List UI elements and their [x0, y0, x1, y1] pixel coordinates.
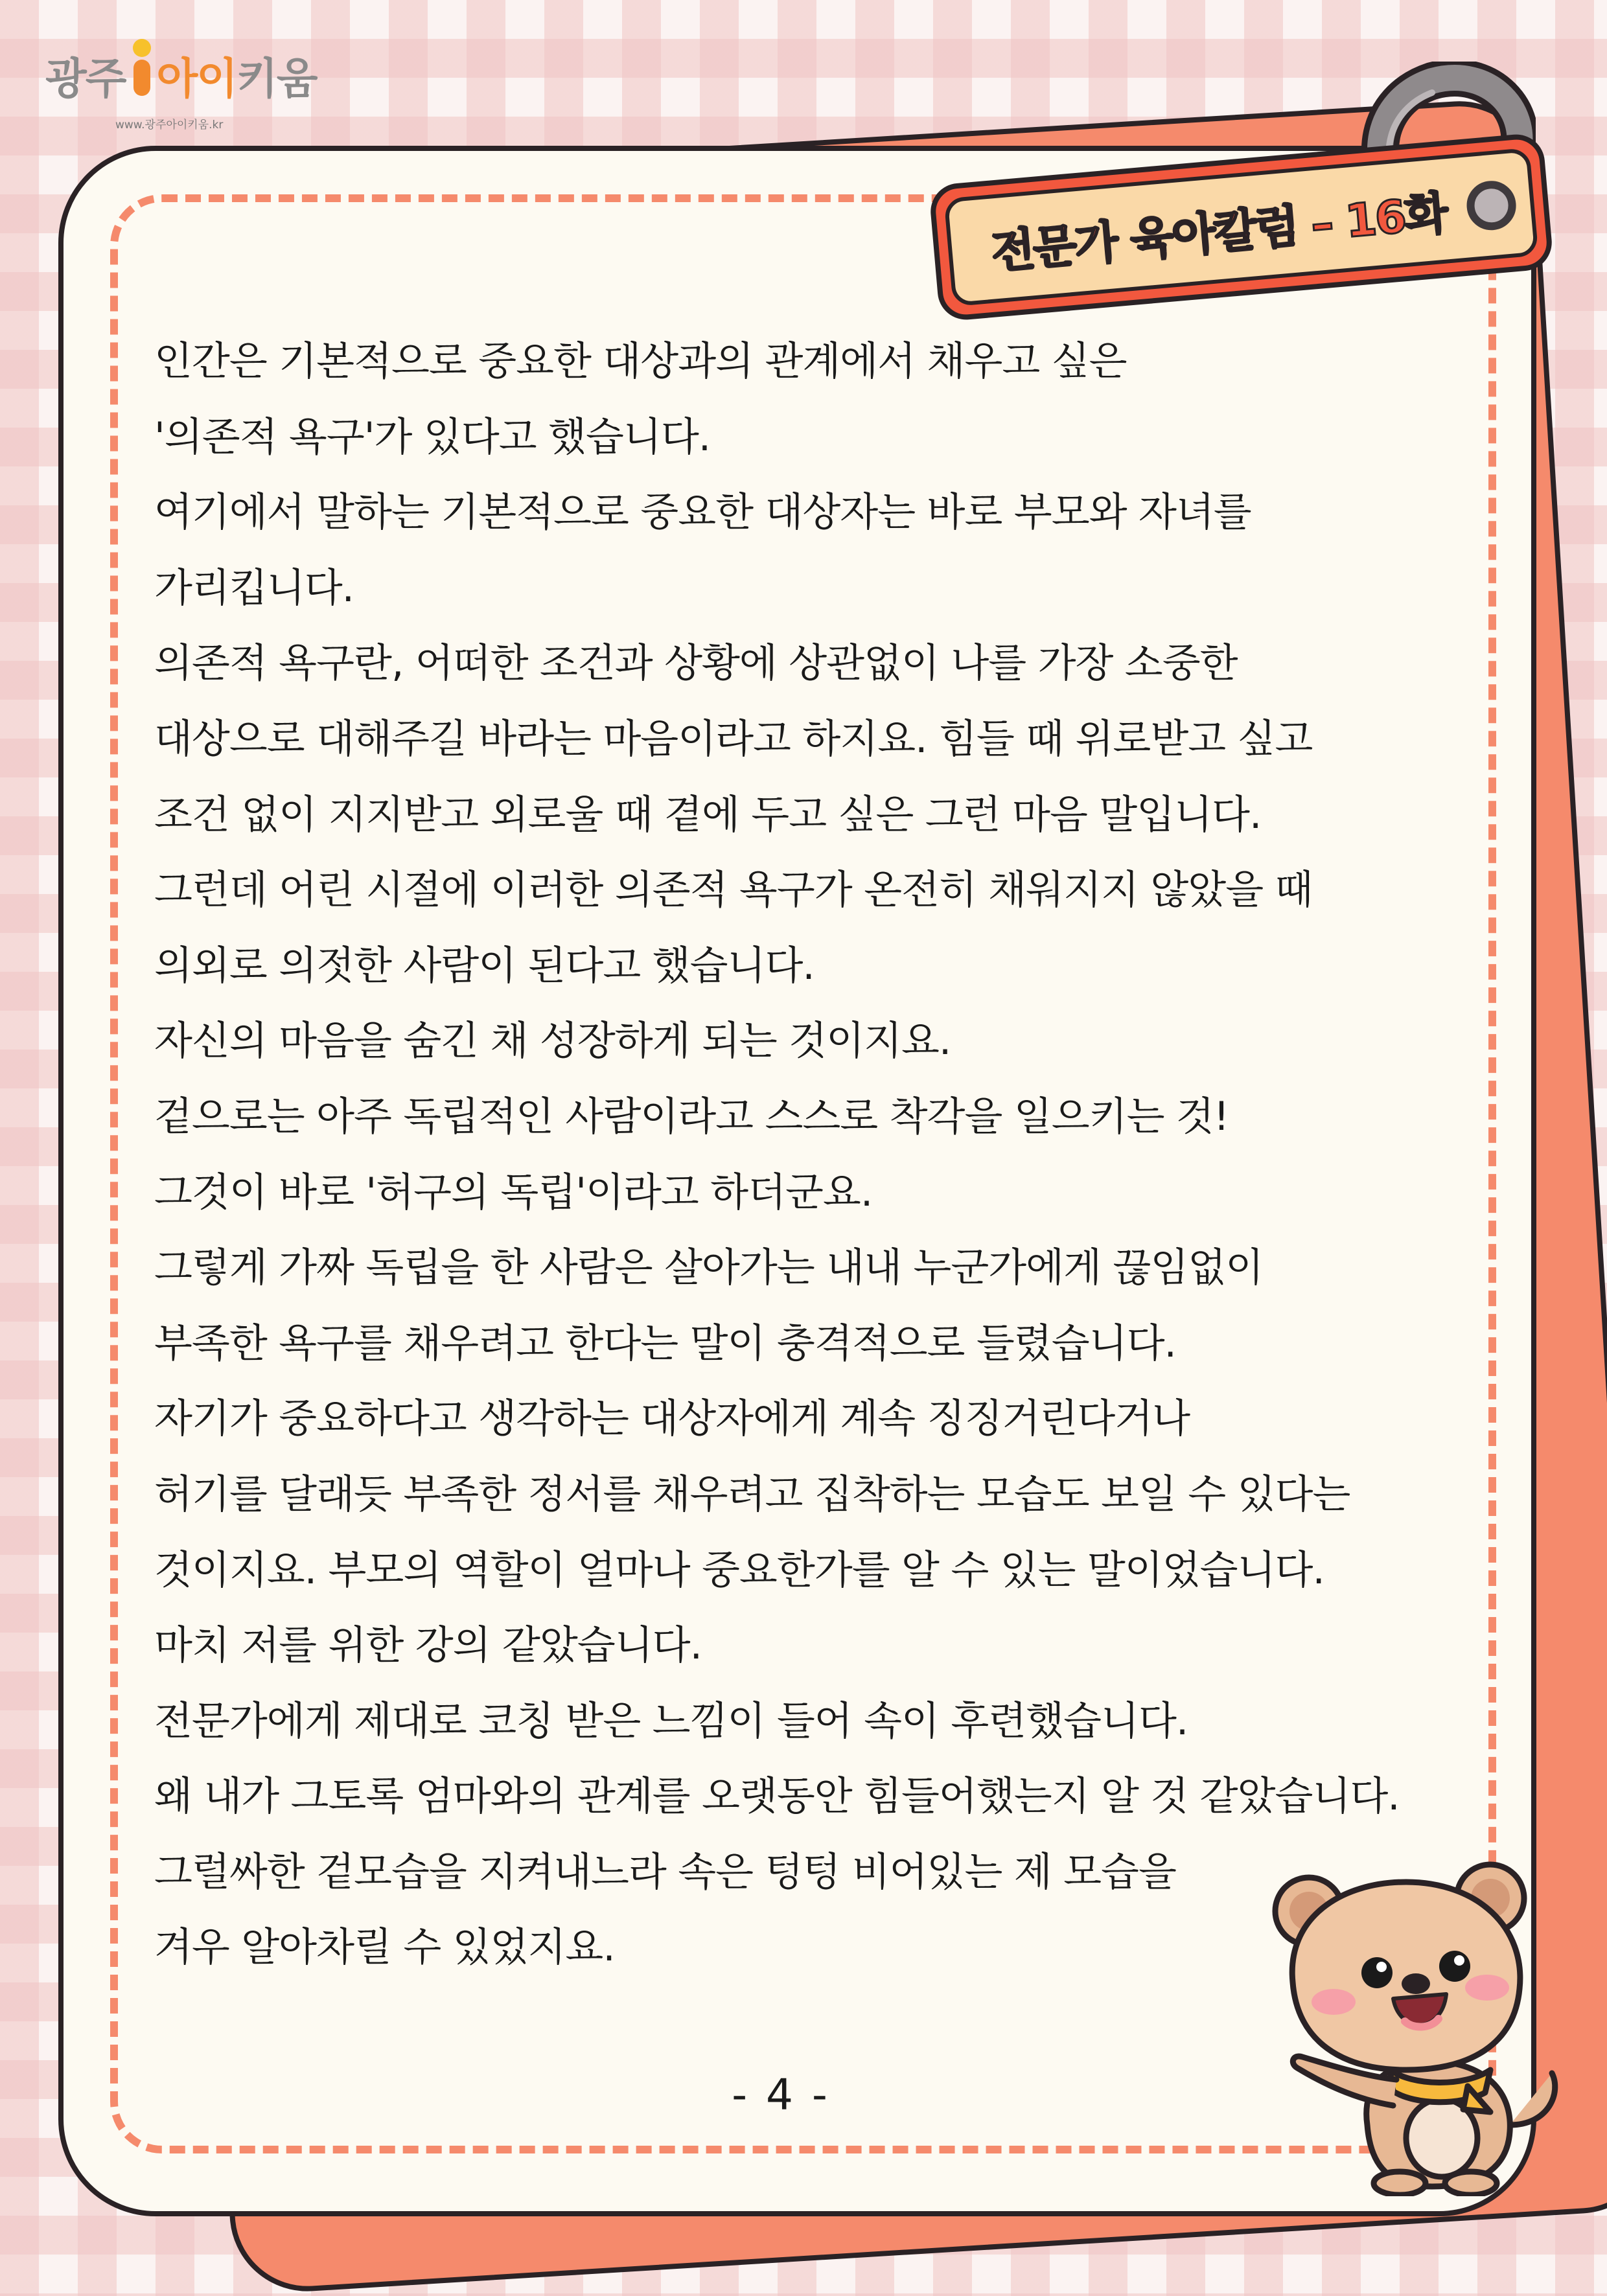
brand-logo [45, 18, 330, 135]
body-line: 것이지요. 부모의 역할이 얼마나 중요한가를 알 수 있는 말이었습니다. [154, 1546, 1324, 1593]
body-line: 그것이 바로 '허구의 독립'이라고 하더군요. [154, 1169, 873, 1215]
logo-wordmark [45, 44, 317, 106]
body-line: 마치 저를 위한 강의 같았습니다. [154, 1622, 702, 1669]
body-line: 자신의 마음을 숨긴 채 성장하게 되는 것이지요. [154, 1018, 951, 1064]
logo-i-mark-icon [131, 56, 153, 96]
body-line: 조건 없이 지지받고 외로울 때 곁에 두고 싶은 그런 마음 말입니다. [154, 791, 1262, 838]
body-line: 자기가 중요하다고 생각하는 대상자에게 계속 징징거린다거나 [154, 1395, 1190, 1442]
body-line: 의외로 의젓한 사람이 된다고 했습니다. [154, 942, 815, 989]
body-line: 인간은 기본적으로 중요한 대상과의 관계에서 채우고 싶은 [154, 338, 1127, 384]
logo-url: www.광주아이키움.kr [115, 119, 224, 132]
body-line: 그런데 어린 시절에 이러한 의존적 욕구가 온전히 채워지지 않았을 때 [154, 867, 1313, 913]
body-line: 의존적 욕구란, 어떠한 조건과 상황에 상관없이 나를 가장 소중한 [154, 640, 1238, 687]
body-line: 허기를 달래듯 부족한 정서를 채우려고 집착하는 모습도 보일 수 있다는 [154, 1471, 1350, 1517]
body-line: 겨우 알아차릴 수 있었지요. [154, 1924, 615, 1971]
column-title: 전문가 육아칼럼 – 16화 [989, 186, 1449, 279]
body-line: 전문가에게 제대로 코칭 받은 느낌이 들어 속이 후련했습니다. [154, 1697, 1188, 1744]
body-line: 왜 내가 그토록 엄마와의 관계를 오랫동안 힘들어했는지 알 것 같았습니다. [154, 1773, 1400, 1820]
page-number: - 4 - [732, 2070, 830, 2120]
body-line: 부족한 욕구를 채우려고 한다는 말이 충격적으로 들렸습니다. [154, 1320, 1176, 1366]
body-line: 가리킵니다. [154, 564, 354, 611]
logo-text-gwangju: 광주 [45, 54, 126, 104]
body-line: '의존적 욕구'가 있다고 했습니다. [154, 413, 711, 460]
body-line: 그럴싸한 겉모습을 지켜내느라 속은 텅텅 비어있는 제 모습을 [154, 1848, 1176, 1895]
logo-text-kium: 키움 [237, 54, 317, 104]
logo-text-ai: 아이 [156, 54, 237, 104]
body-line: 대상으로 대해주길 바라는 마음이라고 하지요. 힘들 때 위로받고 싶고 [154, 715, 1313, 762]
body-line: 겉으로는 아주 독립적인 사람이라고 스스로 착각을 일으키는 것! [154, 1093, 1229, 1140]
body-line: 여기에서 말하는 기본적으로 중요한 대상자는 바로 부모와 자녀를 [154, 489, 1251, 536]
body-line: 그렇게 가짜 독립을 한 사람은 살아가는 내내 누군가에게 끊임없이 [154, 1245, 1264, 1291]
quokka-mascot-icon [1257, 1820, 1594, 2196]
column-body [154, 324, 1483, 1986]
